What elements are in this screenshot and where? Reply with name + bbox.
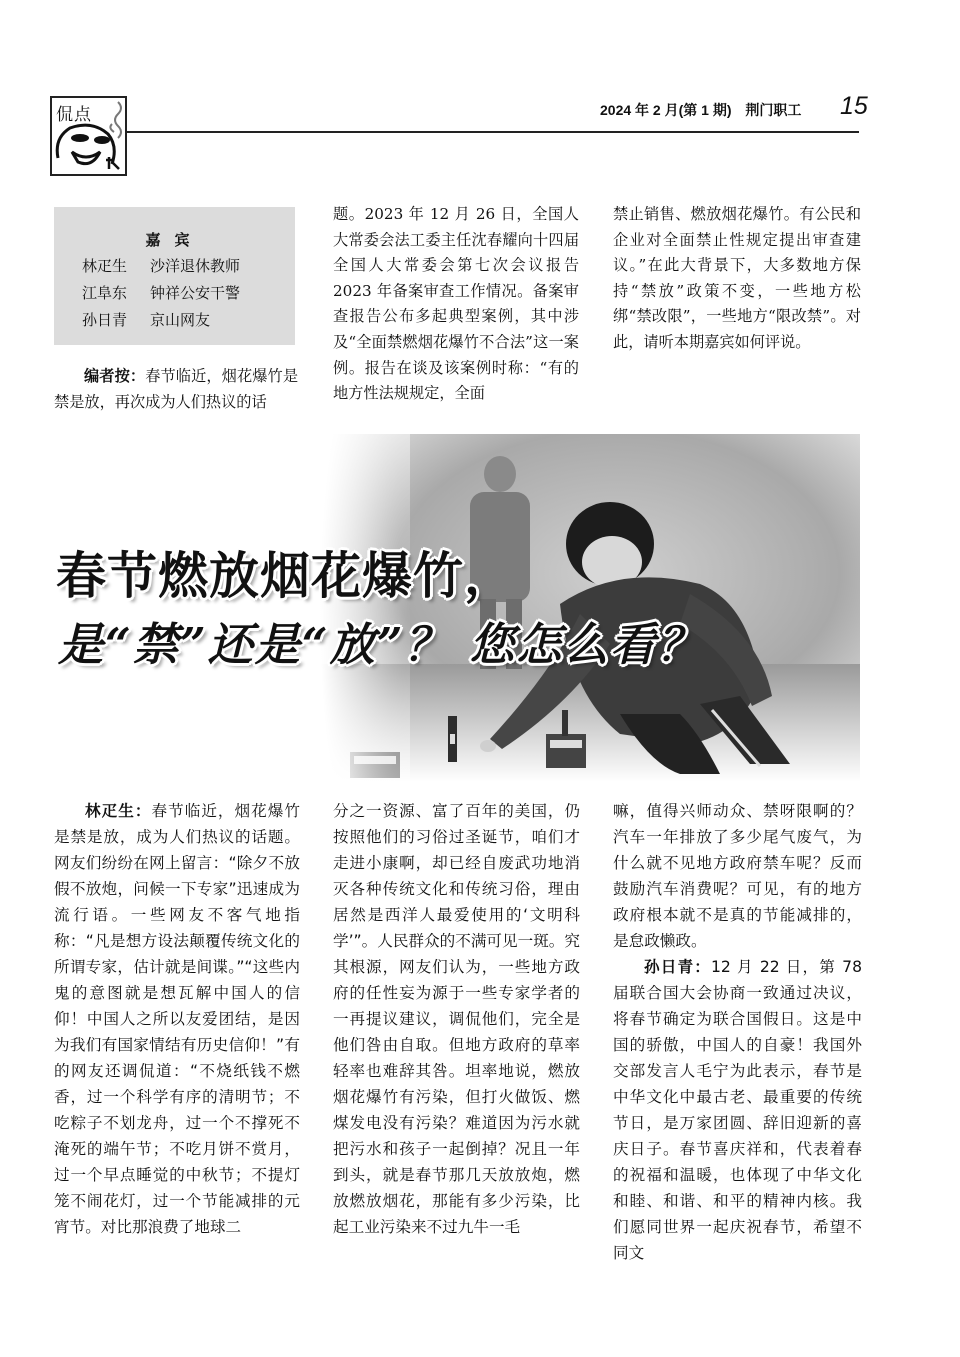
editor-note-col2: 题。2023 年 12 月 26 日，全国人大常委会法工委主任沈春耀向十四届全国人大常委会第七次会议报告 2023 年备案审查工作情况。备案审查报告公布多起典型案例，其中涉及“全面禁燃烟花爆竹不合法”这一案例。报告在谈及该案例时称：“有的地方性法规规定，全面 xyxy=(333,205,579,403)
editor-note-col1 xyxy=(54,364,298,415)
article-col3 xyxy=(613,798,862,1266)
cartoon-face-icon xyxy=(52,98,127,176)
guest-desc: 钟祥公安干警 xyxy=(150,284,241,302)
header-rule xyxy=(127,131,859,133)
article-paragraph xyxy=(613,954,862,1266)
article-text: 春节临近，烟花爆竹是禁是放，成为人们热议的话题。网友们纷纷在网上留言：“除夕不放假不放炮，问候一下专家”迅速成为流行语。一些网友不客气地指称：“凡是想方设法颠覆传统文化的所谓专家，估计就是间谍。”“这些内鬼的意图就是想瓦解中国人的信仰！中国人之所以友爱团结，是因为我们有国家情结有历史信仰！”有的网友还调侃道：“不烧纸钱不燃香，过一个科学有序的清明节；不吃粽子不划龙舟，过一个不撑死不淹死的端午节；不吃月饼不赏月，过一个早点睡觉的中秋节；不提灯笼不闹花灯，过一个节能减排的元宵节。对比那浪费了地球二 xyxy=(54,802,300,1236)
guest-row xyxy=(82,309,210,330)
article-col1 xyxy=(54,798,300,1240)
guest-row xyxy=(82,255,240,276)
editor-note-text: 春节临近，烟花爆竹是禁是放，再次成为人们热议的话 xyxy=(54,367,299,411)
guest-desc: 沙洋退休教师 xyxy=(150,257,241,275)
column-logo xyxy=(50,96,127,176)
page-number: 15 xyxy=(840,92,868,120)
column-logo-text: 侃点 xyxy=(56,105,92,125)
magazine-name: 荆门职工 xyxy=(745,102,802,118)
guest-title: 嘉宾 xyxy=(145,231,204,249)
guest-box xyxy=(54,207,295,345)
speaker-name: 林疋生： xyxy=(85,802,152,820)
guest-name: 江阜东 xyxy=(82,284,128,302)
speaker-name: 孙日青： xyxy=(644,958,712,976)
headline-line2: 是“禁”还是“放”？ 您怎么看？ xyxy=(58,618,705,671)
issue-date: 2024 年 2 月(第 1 期) xyxy=(600,102,732,118)
editor-note-label: 编者按： xyxy=(84,367,146,385)
article-text: 嘛，值得兴师动众、禁呀限啊的？汽车一年排放了多少尾气废气，为什么就不见地方政府禁车呢？反而鼓励汽车消费呢？可见，有的地方政府根本就不是真的节能减排的，是怠政懒政。 xyxy=(613,802,862,950)
article-col2: 分之一资源、富了百年的美国，仍按照他们的习俗过圣诞节，咱们才走进小康啊，却已经自废武功地消灭各种传统文化和传统习俗，理由居然是西洋人最爱使用的‘文明科学’”。人民群众的不满可见一斑。究其根源，网友们认为，一些地方政府的任性妄为源于一些专家学者的一再提议建议，调侃他们，完全是他们咎由自取。但地方政府的草率轻率也难辞其咎。坦率地说，燃放烟花爆竹有污染，但打火做饭、燃煤发电没有污染？难道因为污水就把污水和孩子一起倒掉？况且一年到头，就是春节那几天放放炮，燃放燃放烟花，那能有多少污染，比起工业污染来不过九牛一毛 xyxy=(333,802,580,1236)
guest-desc: 京山网友 xyxy=(150,311,211,329)
guest-row xyxy=(82,282,240,303)
guest-name: 林疋生 xyxy=(82,257,128,275)
headline-line1: 春节燃放烟花爆竹， xyxy=(56,547,515,605)
guest-name: 孙日青 xyxy=(82,311,128,329)
issue-info xyxy=(600,100,801,120)
article-text: 12 月 22 日，第 78 届联合国大会协商一致通过决议，将春节确定为联合国假日。这是中国的骄傲，中国人的自豪！我国外交部发言人毛宁为此表示，春节是中华文化中最古老、最重要的传统节日，是万家团圆、辞旧迎新的喜庆日子。春节喜庆祥和，代表着春的祝福和温暖，也体现了中华文化和睦、和谐、和平的精神内核。我们愿同世界一起庆祝春节，希望不同文 xyxy=(613,958,862,1262)
editor-note-col3: 禁止销售、燃放烟花爆竹。有公民和企业对全面禁止性规定提出审查建议。”在此大背景下，大多数地方保持“禁放”政策不变，一些地方松绑“禁改限”，一些地方“限改禁”。对此，请听本期嘉宾如何评说。 xyxy=(613,205,861,351)
